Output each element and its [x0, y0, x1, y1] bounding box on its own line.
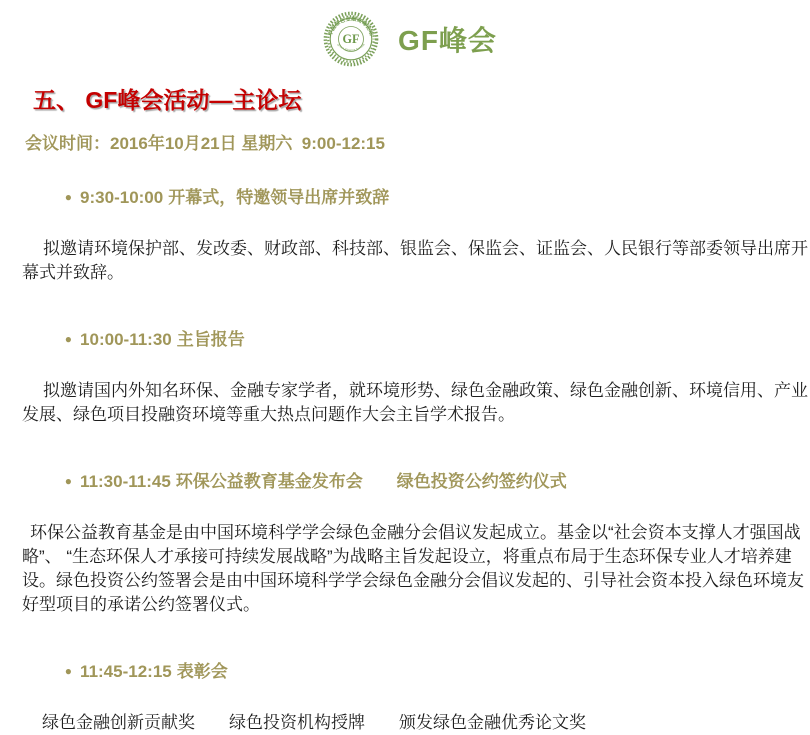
agenda-item-time: 10:00-11:30 [80, 330, 172, 349]
agenda-list [0, 165, 810, 735]
summit-logo-row [0, 0, 810, 72]
agenda-item-time: 9:30-10:00 [80, 188, 164, 207]
bullet-icon: ● [64, 190, 73, 204]
agenda-item-time: 11:30-11:45 [80, 472, 171, 491]
seal-ring-text-top: 中国绿色金融高峰论坛 [327, 16, 375, 37]
agenda-item-body: 拟邀请国内外知名环保、金融专家学者，就环境形势、绿色金融政策、绿色金融创新、环境信用、产业发展、绿色项目投融资环境等重大热点问题作大会主旨学术报告。 [22, 381, 808, 424]
agenda-item-fund-launch [0, 449, 810, 617]
agenda-item-header [0, 639, 810, 706]
agenda-item-awards [0, 639, 810, 735]
agenda-item-header [0, 449, 810, 516]
meeting-time: 会议时间：2016年10月21日 星期六 9:00-12:15 [25, 134, 385, 153]
agenda-item-body: 绿色金融创新贡献奖 绿色投资机构授牌 颁发绿色金融优秀论文奖 [42, 713, 586, 732]
bullet-icon: ● [64, 332, 73, 346]
bullet-icon: ● [64, 474, 73, 488]
agenda-item-title: 环保公益教育基金发布会 绿色投资公约签约仪式 [175, 472, 567, 491]
bullet-icon: ● [64, 664, 73, 678]
seal-ring-text-bottom: Green Finance Summit [336, 42, 366, 52]
seal-monogram: GF [342, 32, 360, 47]
agenda-item-body: 环保公益教育基金是由中国环境科学学会绿色金融分会倡议发起成立。基金以“社会资本支撑人才强国战略”、 “生态环保人才承接可持续发展战略”为战略主旨发起设立，将重点布局于生态环保专业人才培养建设。绿色投资公约签署会是由中国环境科学学会绿色金融分会倡议发起的、引导社会资本投入绿色环境友好型项目的承诺公约签署仪式。 [22, 523, 804, 614]
agenda-item-title: 主旨报告 [176, 330, 245, 349]
gf-summit-seal-icon [313, 7, 389, 71]
agenda-item-time: 11:45-12:15 [80, 662, 172, 681]
page-title: 五、 GF峰会活动—主论坛 [33, 87, 302, 113]
agenda-item-title: 表彰会 [176, 662, 228, 681]
agenda-item-body: 拟邀请环境保护部、发改委、财政部、科技部、银监会、保监会、证监会、人民银行等部委领导出席开幕式并致辞。 [22, 239, 808, 282]
agenda-item-header [0, 307, 810, 374]
agenda-item-header [0, 165, 810, 232]
brand-name: GF峰会 [398, 25, 497, 56]
agenda-item-keynote [0, 307, 810, 427]
agenda-item-title: 开幕式，特邀领导出席并致辞 [168, 188, 390, 207]
agenda-item-opening [0, 165, 810, 285]
